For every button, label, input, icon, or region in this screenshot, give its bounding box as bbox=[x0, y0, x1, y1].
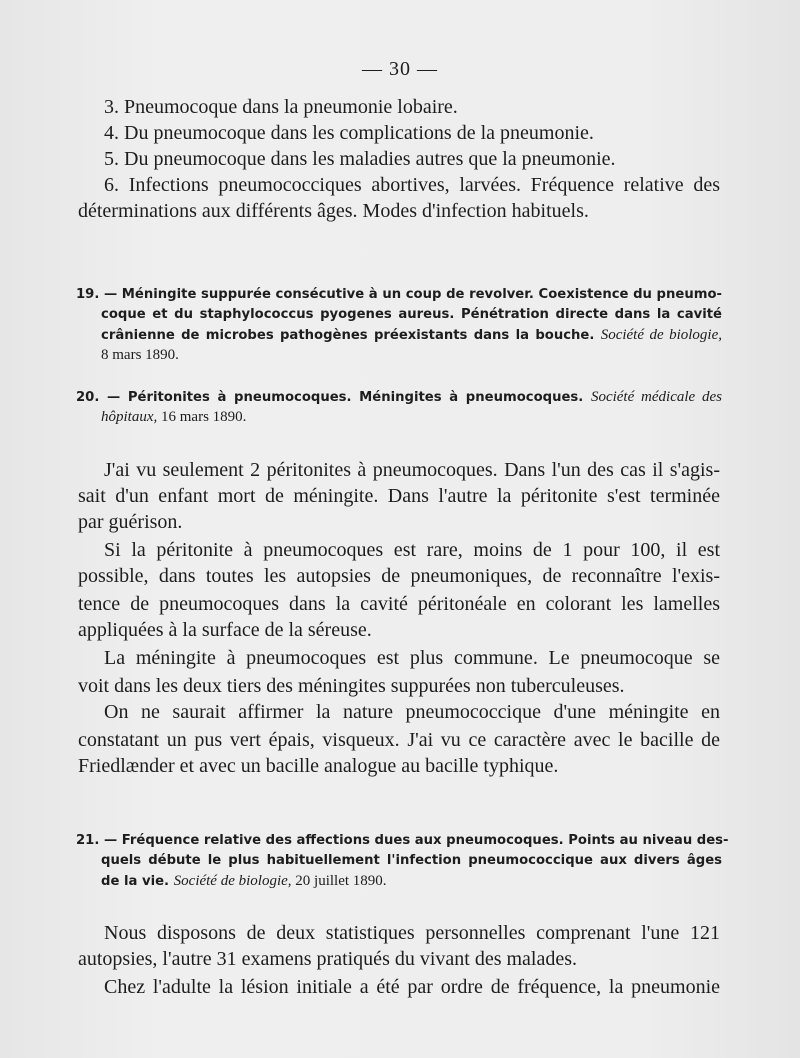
entry-line: 19. — Méningite suppurée consécutive à un coup de revolver. Coexistence du pneumo- bbox=[76, 287, 722, 302]
entry-line bbox=[101, 871, 722, 892]
paragraph-line: possible, dans toutes les autopsies de pneumoniques, de reconnaître l'exis- bbox=[78, 565, 720, 587]
entry-line: quels débute le plus habituellement l'infection pneumococcique aux divers âges bbox=[101, 853, 722, 868]
paragraph-line: Friedlænder et avec un bacille analogue au bacille typhique. bbox=[78, 755, 559, 777]
list-item-continuation: déterminations aux différents âges. Modes d'infection habituels. bbox=[78, 200, 589, 222]
list-item: 3. Pneumocoque dans la pneumonie lobaire. bbox=[104, 96, 458, 118]
paragraph-line: La méningite à pneumocoques est plus commune. Le pneumocoque se bbox=[104, 647, 720, 669]
paragraph-line: par guérison. bbox=[78, 511, 183, 533]
paragraph-line: Chez l'adulte la lésion initiale a été par ordre de fréquence, la pneumonie bbox=[104, 976, 720, 998]
list-item: 6. Infections pneumococciques abortives, larvées. Fréquence relative des bbox=[104, 174, 720, 196]
paragraph-line: constatant un pus vert épais, visqueux. J'ai vu ce caractère avec le bacille de bbox=[78, 729, 720, 751]
paragraph-line: Si la péritonite à pneumocoques est rare, moins de 1 pour 100, il est bbox=[104, 539, 720, 561]
entry-date: 8 mars 1890. bbox=[101, 347, 179, 363]
paragraph-line: Nous disposons de deux statistiques personnelles comprenant l'une 121 bbox=[104, 922, 720, 944]
paragraph-line: J'ai vu seulement 2 péritonites à pneumocoques. Dans l'un des cas il s'agis- bbox=[104, 459, 720, 481]
entry-line: coque et du staphylococcus pyogenes aureus. Pénétration directe dans la cavité bbox=[101, 307, 722, 322]
entry-line bbox=[101, 345, 722, 366]
paragraph-line: voit dans les deux tiers des méningites suppurées non tuberculeuses. bbox=[78, 675, 625, 697]
journal-name: Société de biologie, bbox=[173, 873, 292, 889]
entry-date: 20 juillet 1890. bbox=[295, 873, 387, 889]
entry-text: crânienne de microbes pathogènes préexistants dans la bouche. bbox=[101, 328, 595, 343]
entry-line bbox=[101, 325, 722, 346]
entry-text: 20. — Péritonites à pneumocoques. Méningites à pneumocoques. bbox=[76, 390, 584, 405]
journal-name: hôpitaux, bbox=[101, 409, 158, 425]
list-item: 5. Du pneumocoque dans les maladies autres que la pneumonie. bbox=[104, 148, 616, 170]
entry-date: 16 mars 1890. bbox=[161, 409, 247, 425]
entry-line bbox=[101, 407, 722, 428]
page-number: — 30 — bbox=[362, 58, 438, 80]
list-item: 4. Du pneumocoque dans les complications de la pneumonie. bbox=[104, 122, 594, 144]
paragraph-line: sait d'un enfant mort de méningite. Dans l'autre la péritonite s'est terminée bbox=[78, 485, 720, 507]
journal-name: Société médicale des bbox=[590, 389, 723, 405]
paragraph-line: appliquées à la surface de la séreuse. bbox=[78, 619, 372, 641]
entry-line: 21. — Fréquence relative des affections dues aux pneumocoques. Points au niveau des- bbox=[76, 833, 729, 848]
paragraph-line: autopsies, l'autre 31 examens pratiqués du vivant des malades. bbox=[78, 948, 578, 970]
paragraph-line: tence de pneumocoques dans la cavité péritonéale en colorant les lamelles bbox=[78, 593, 720, 615]
entry-line bbox=[76, 387, 722, 408]
entry-text: de la vie. bbox=[101, 874, 170, 889]
journal-name: Société de biologie, bbox=[600, 327, 722, 343]
paragraph-line: On ne saurait affirmer la nature pneumococcique d'une méningite en bbox=[104, 701, 720, 723]
